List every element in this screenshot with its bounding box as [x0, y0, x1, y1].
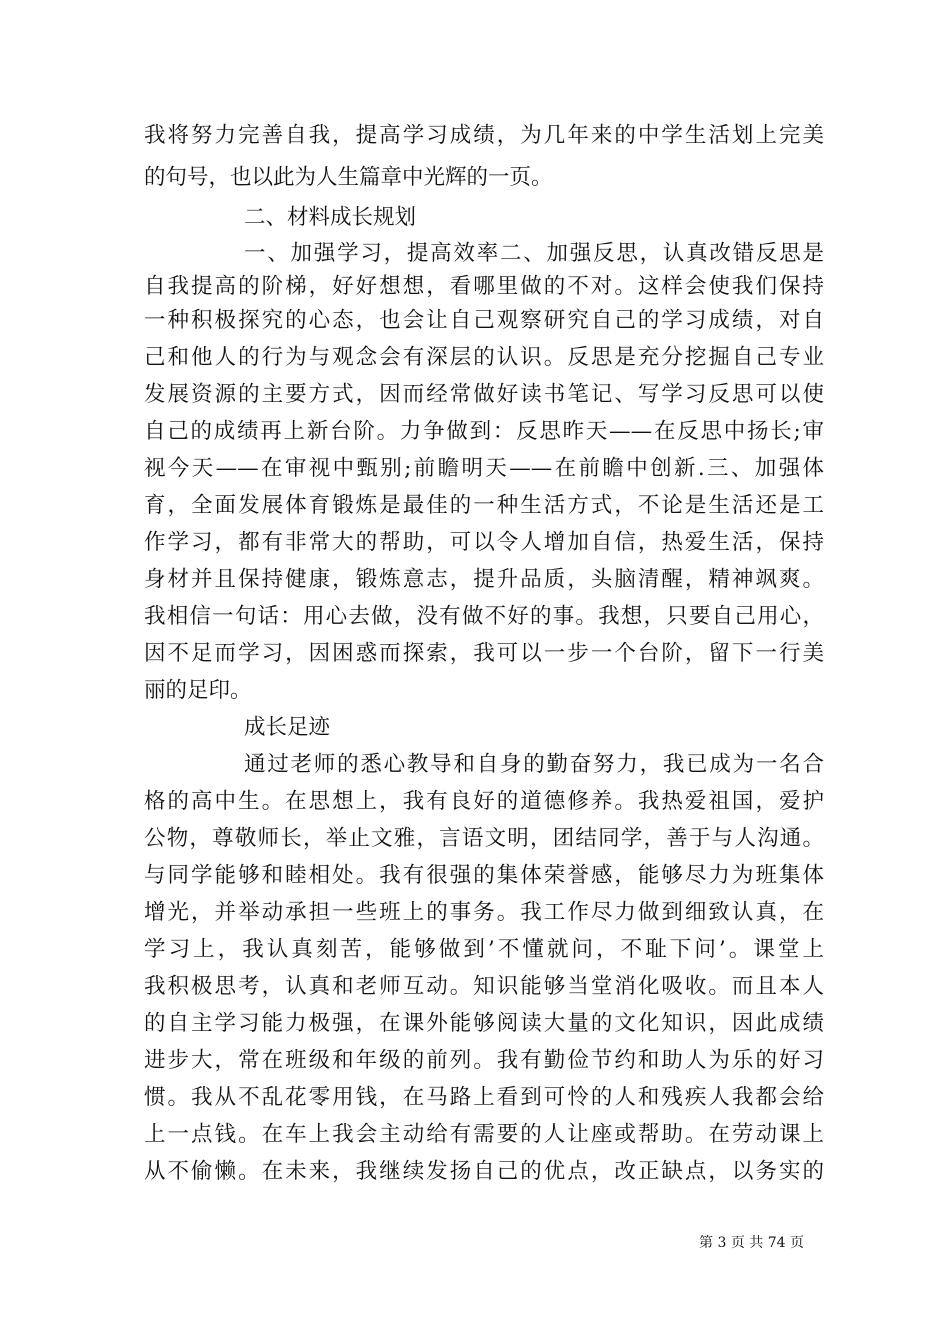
- paragraph-line: 学习上，我认真刻苦，能够做到’不懂就问，不耻下问’。课堂上: [144, 937, 824, 962]
- paragraph-line: 己和他人的行为与观念会有深层的认识。反思是充分挖掘自己专业: [144, 345, 824, 370]
- section-heading: 成长足迹: [244, 715, 331, 740]
- paragraph-line: 惯。我从不乱花零用钱，在马路上看到可怜的人和残疾人我都会给: [144, 1085, 824, 1110]
- paragraph-line: 增光，并举动承担一些班上的事务。我工作尽力做到细致认真，在: [144, 900, 824, 925]
- paragraph-line: 作学习，都有非常大的帮助，可以令人增加自信，热爱生活，保持: [144, 530, 824, 555]
- paragraph-line: 我相信一句话：用心去做，没有做不好的事。我想，只要自己用心，: [144, 604, 824, 629]
- paragraph-line: 我将努力完善自我，提高学习成绩，为几年来的中学生活划上完美: [144, 123, 824, 148]
- paragraph-line: 格的高中生。在思想上，我有良好的道德修养。我热爱祖国，爱护: [144, 789, 824, 814]
- paragraph-line: 通过老师的悉心教导和自身的勤奋努力，我已成为一名合: [244, 752, 824, 777]
- paragraph-line: 丽的足印。: [144, 678, 252, 703]
- paragraph-line: 身材并且保持健康，锻炼意志，提升品质，头脑清醒，精神飒爽。: [144, 567, 824, 592]
- paragraph-line: 因不足而学习，因困惑而探索，我可以一步一个台阶，留下一行美: [144, 641, 824, 666]
- paragraph-line: 我积极思考，认真和老师互动。知识能够当堂消化吸收。而且本人: [144, 974, 824, 999]
- section-heading: 二、材料成长规划: [244, 205, 417, 230]
- page-number-footer: 第 3 页 共 74 页: [699, 1235, 804, 1251]
- paragraph-line: 进步大，常在班级和年级的前列。我有勤俭节约和助人为乐的好习: [144, 1048, 824, 1073]
- paragraph-line: 的句号，也以此为人生篇章中光辉的一页。: [144, 165, 553, 190]
- paragraph-line: 的自主学习能力极强，在课外能够阅读大量的文化知识，因此成绩: [144, 1011, 824, 1036]
- paragraph-line: 公物，尊敬师长，举止文雅，言语文明，团结同学，善于与人沟通。: [144, 826, 824, 851]
- paragraph-line: 一种积极探究的心态，也会让自己观察研究自己的学习成绩，对自: [144, 308, 824, 333]
- paragraph-line: 自我提高的阶梯，好好想想，看哪里做的不对。这样会使我们保持: [144, 274, 824, 299]
- paragraph-line: 育，全面发展体育锻炼是最佳的一种生活方式，不论是生活还是工: [144, 493, 824, 518]
- paragraph-line: 自己的成绩再上新台阶。力争做到：反思昨天——在反思中扬长;审: [144, 419, 824, 444]
- paragraph-line: 与同学能够和睦相处。我有很强的集体荣誉感，能够尽力为班集体: [144, 863, 824, 888]
- paragraph-line: 视今天——在审视中甄别;前瞻明天——在前瞻中创新.三、加强体: [144, 456, 824, 481]
- paragraph-line: 从不偷懒。在未来，我继续发扬自己的优点，改正缺点，以务实的: [144, 1159, 824, 1184]
- paragraph-line: 上一点钱。在车上我会主动给有需要的人让座或帮助。在劳动课上: [144, 1122, 824, 1147]
- paragraph-line: 发展资源的主要方式，因而经常做好读书笔记、写学习反思可以使: [144, 382, 824, 407]
- paragraph-line: 一、加强学习，提高效率二、加强反思，认真改错反思是: [244, 241, 824, 266]
